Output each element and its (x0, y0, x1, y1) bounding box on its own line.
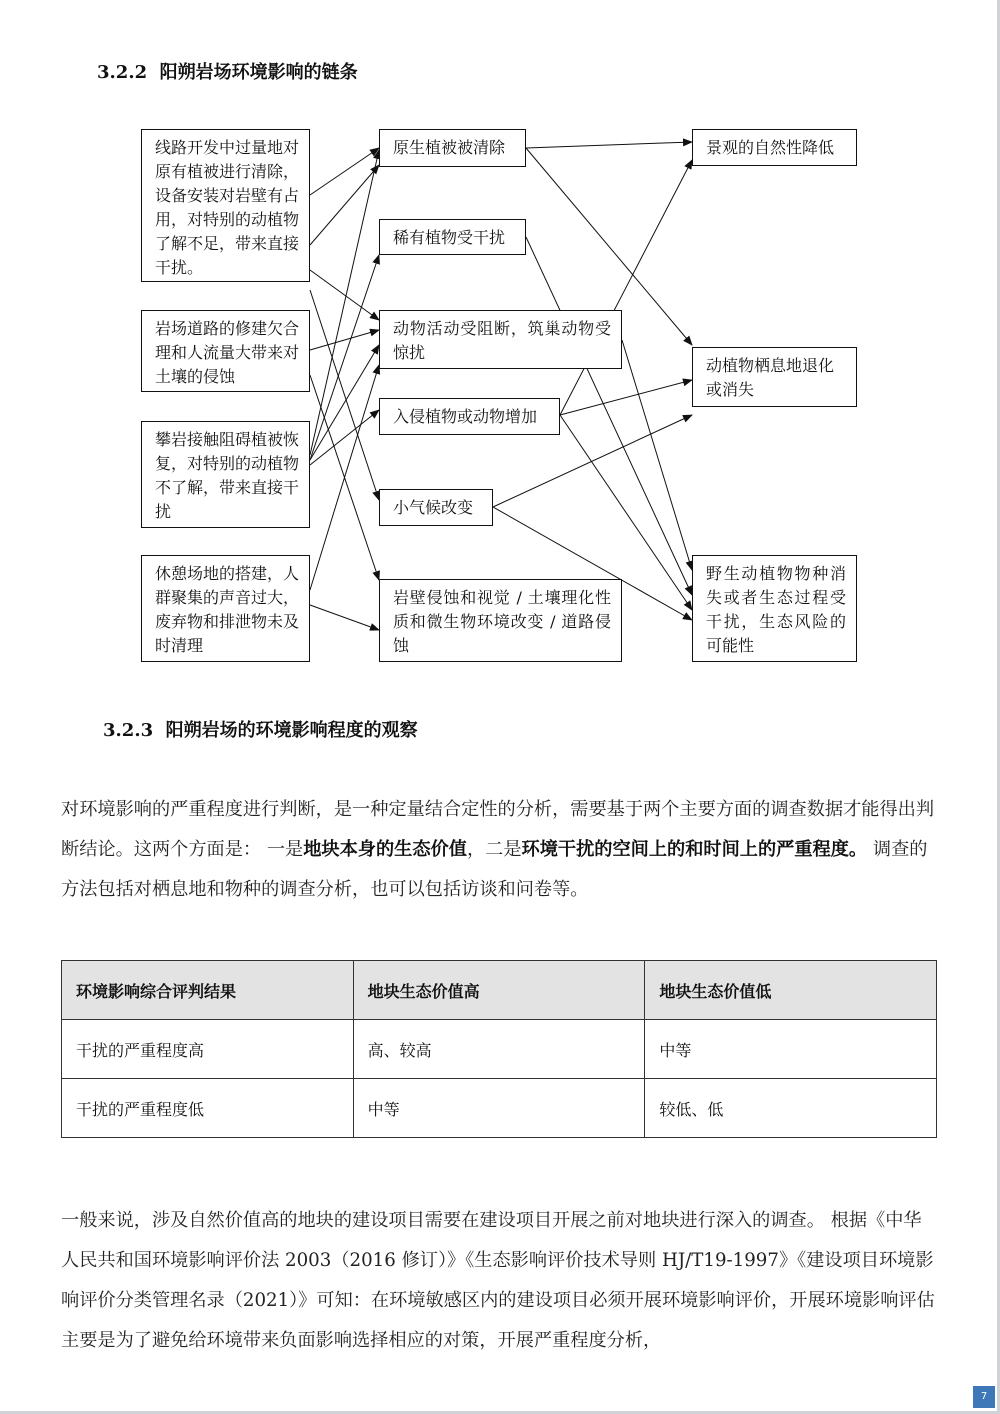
paragraph-severity-assessment (61, 790, 939, 910)
mid-box-4: 入侵植物或动物增加 (379, 398, 560, 435)
cause-box-2: 岩场道路的修建欠合理和人流量大带来对土壤的侵蚀 (141, 310, 310, 392)
section-number: 3.2.3 (103, 720, 154, 741)
cause-box-3: 攀岩接触阻碍植被恢复，对特别的动植物不了解，带来直接干扰 (141, 421, 310, 528)
outcome-box-3: 野生动植物物种消失或者生态过程受干扰，生态风险的可能性 (692, 555, 857, 662)
table-cell: 干扰的严重程度低 (62, 1079, 354, 1138)
arrow-5 (310, 330, 379, 350)
arrow-4 (310, 290, 379, 500)
table-cell: 干扰的严重程度高 (62, 1020, 354, 1079)
outcome-box-2: 动植物栖息地退化或消失 (692, 347, 857, 407)
table-header-row (62, 961, 937, 1020)
emphasis-disturbance-severity: 环境干扰的空间上的和时间上的严重程度。 (521, 839, 868, 860)
mid-box-5: 小气候改变 (379, 489, 493, 526)
table-header-cell: 地块生态价值高 (353, 961, 645, 1020)
table-row (62, 1020, 937, 1079)
arrow-3 (310, 270, 379, 320)
paragraph-text: 调查的方法包括对栖息地和物种的调查分析，也可以包括访谈和问卷等。 (61, 839, 928, 900)
arrow-8 (310, 255, 379, 460)
table-cell: 中等 (353, 1079, 645, 1138)
arrow-7 (310, 150, 379, 455)
arrow-11 (310, 365, 379, 590)
emphasis-ecological-value: 地块本身的生态价值 (303, 839, 467, 860)
cause-box-1: 线路开发中过量地对原有植被进行清除，设备安装对岩壁有占用，对特别的动植物了解不足，带来直接干扰。 (141, 129, 310, 282)
mid-box-3: 动物活动受阻断，筑巢动物受惊扰 (379, 310, 622, 369)
arrow-16 (560, 380, 692, 415)
arrow-2 (310, 165, 379, 245)
table-header-cell: 环境影响综合评判结果 (62, 961, 354, 1020)
section-number: 3.2.2 (97, 62, 148, 83)
paragraph-text: 对环境影响的严重程度进行判断，是一种定量结合定性的分析，需要基于两个主要方面的调查数据才能得出判断结论。这两个方面是： 一是 (61, 799, 935, 860)
table-cell: 高、较高 (353, 1020, 645, 1079)
mid-box-6: 岩壁侵蚀和视觉 / 土壤理化性质和微生物环境改变 / 道路侵蚀 (379, 579, 622, 662)
outcome-box-1: 景观的自然性降低 (692, 129, 857, 166)
arrow-12 (310, 605, 379, 630)
arrow-1 (310, 148, 379, 195)
section-title: 阳朔岩场的环境影响程度的观察 (165, 720, 418, 741)
section-title: 阳朔岩场环境影响的链条 (159, 62, 358, 83)
paragraph-legal-basis: 一般来说，涉及自然价值高的地块的建设项目需要在建设项目开展之前对地块进行深入的调查。 根据《中华人民共和国环境影响评价法 2003（2016 修订）》《生态影响评价技术导则 HJ/T19-1997》《建设项目环境影响评价分类管理名录（2021）》可知：在环境敏感区内的建设项目必须开展环境影响评价，开展环境影响评估主要是为了避免给环境带来负面影响选择相应的对策，开展严重程度分析， (61, 1210, 935, 1351)
table-row (62, 1079, 937, 1138)
table-cell: 中等 (645, 1020, 937, 1079)
paragraph-text: ，二是 (466, 839, 522, 860)
arrow-9 (310, 345, 379, 460)
impact-evaluation-table (61, 960, 937, 1138)
table-header-cell: 地块生态价值低 (645, 961, 937, 1020)
cause-box-4: 休憩场地的搭建，人群聚集的声音过大，废弃物和排泄物未及时清理 (141, 555, 310, 662)
page-number-badge: 7 (973, 1386, 995, 1408)
arrow-17 (560, 160, 692, 415)
table-cell: 较低、低 (645, 1079, 937, 1138)
arrow-10 (310, 410, 379, 465)
mid-box-2: 稀有植物受干扰 (379, 219, 526, 255)
arrow-21 (622, 340, 692, 570)
section-heading-323 (103, 716, 418, 742)
mid-box-1: 原生植被被清除 (379, 129, 526, 167)
arrow-13 (526, 142, 692, 148)
